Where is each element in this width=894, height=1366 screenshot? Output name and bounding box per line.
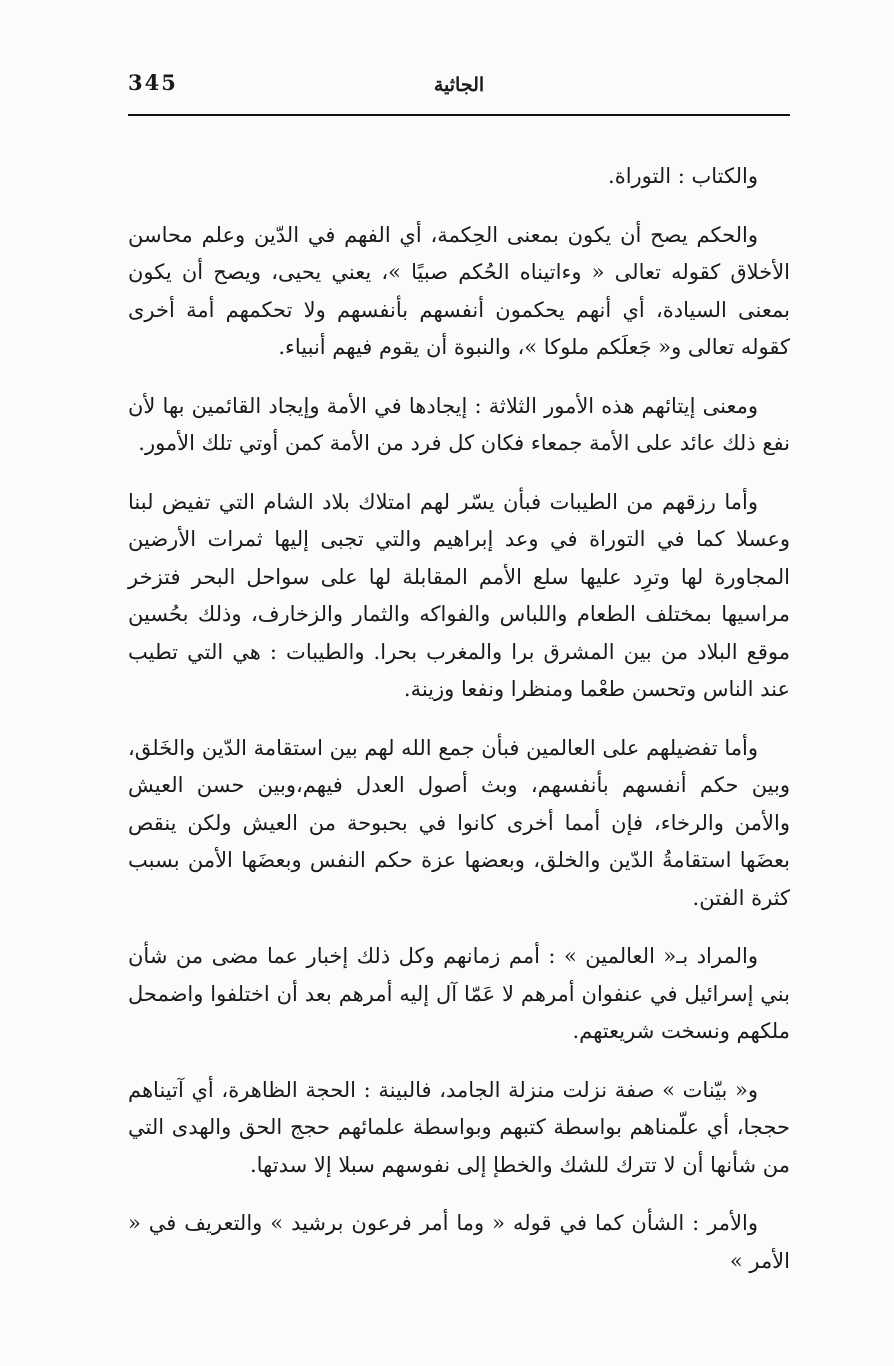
paragraph: وأما تفضيلهم على العالمين فبأن جمع الله لهم بين استقامة الدّين والخَلق، وبين حكم أنفسهم بأنفسهم، وبث أصول العدل فيهم،وبين حسن العيش والأمن والرخاء، فإن أمما أخرى كانوا في بحبوحة من العيش ولكن ينقص بعضَها استقامةُ الدّين والخلق، وبعضها عزة حكم النفس وبعضَها الأمن بسبب كثرة الفتن. (128, 735, 790, 910)
paragraph: وأما رزقهم من الطيبات فبأن يسّر لهم امتلاك بلاد الشام التي تفيض لبنا وعسلا كما في التوراة في وعد إبراهيم والتي تجبى إليها ثمرات الأرضين المجاورة لها وترِد عليها سلع الأمم المقابلة لها على سواحل البحر فتزخر مراسيها بمختلف الطعام واللباس والفواكه والثمار والزخارف، وذلك بحُسين موقع البلاد من بين المشرق برا والمغرب بحرا. والطيبات : هي التي تطيب عند الناس وتحسن طعْما ومنظرا ونفعا وزينة. (128, 489, 790, 701)
running-title: الجاثية (433, 74, 485, 96)
page-body (128, 158, 790, 1280)
paragraph: والأمر : الشأن كما في قوله « وما أمر فرعون برشيد » والتعريف في « الأمر » (128, 1211, 790, 1273)
paragraph: والمراد بـ« العالمين » : أمم زمانهم وكل ذلك إخبار عما مضى من شأن بني إسرائيل في عنفوان أمرهم لا عَمّا آل إليه أمرهم بعد أن اختلفوا واضمحل ملكهم ونسخت شريعتهم. (128, 944, 790, 1043)
paragraph: والكتاب : التوراة. (608, 164, 758, 188)
page-header (128, 66, 790, 116)
paragraph: و« بيّنات » صفة نزلت منزلة الجامد، فالبينة : الحجة الظاهرة، أي آتيناهم حججا، أي علّمناهم بواسطة كتبهم وبواسطة علمائهم حجج الحق والهدى التي من شأنها أن لا تترك للشك والخطإ إلى نفوسهم سبلا إلا سدتها. (128, 1077, 790, 1177)
header-divider (128, 114, 790, 116)
paragraph: ومعنى إيتائهم هذه الأمور الثلاثة : إيجادها في الأمة وإيجاد القائمين بها لأن نفع ذلك عائد على الأمة جمعاء فكان كل فرد من الأمة كمن أوتي تلك الأمور. (128, 393, 790, 455)
page-number: 345 (128, 70, 178, 95)
paragraph: والحكم يصح أن يكون بمعنى الحِكمة، أي الفهم في الدّين وعلم محاسن الأخلاق كقوله تعالى « وءاتيناه الحُكم صبيًا »، يعني يحيى، ويصح أن يكون بمعنى السيادة، أي أنهم يحكمون أنفسهم بأنفسهم ولا تحكمهم أمة أخرى كقوله تعالى و« جَعلَكم ملوكا »، والنبوة أن يقوم فيهم أنبياء. (128, 222, 790, 359)
